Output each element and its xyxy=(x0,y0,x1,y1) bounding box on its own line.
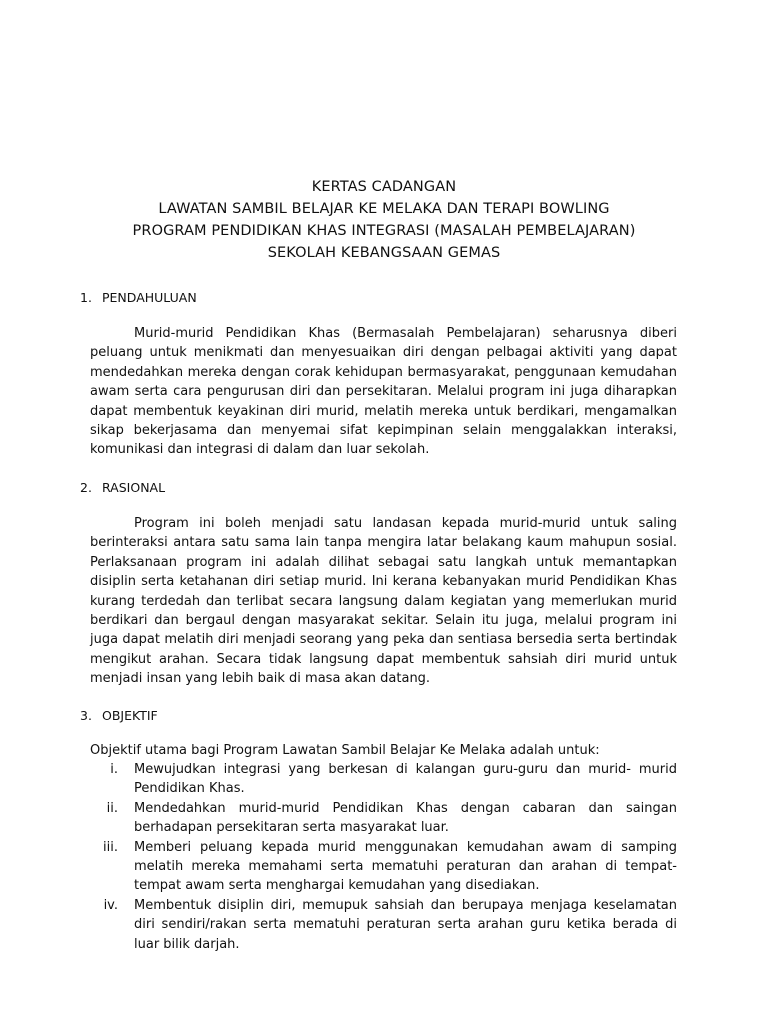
section-heading-objektif xyxy=(80,706,158,725)
section-number: 2. xyxy=(80,480,92,495)
section-body-rasional xyxy=(90,514,677,689)
title-line-3: PROGRAM PENDIDIKAN KHAS INTEGRASI (MASALAH PEMBELAJARAN) xyxy=(132,223,636,239)
section-heading-label: OBJEKTIF xyxy=(102,708,158,723)
section-heading-pendahuluan xyxy=(80,288,197,307)
list-item-text: Membentuk disiplin diri, memupuk sahsiah dan berupaya menjaga keselamatan diri sendiri/rakan serta mematuhi peraturan serta arahan guru ketika berada di luar bilik darjah. xyxy=(134,897,677,952)
section-number: 3. xyxy=(80,708,92,723)
objektif-list xyxy=(90,760,677,954)
list-item-number: i. xyxy=(110,762,118,777)
list-item-number: iv. xyxy=(103,897,118,913)
paragraph-text: Murid-murid Pendidikan Khas (Bermasalah Pembelajaran) seharusnya diberi peluang untuk menikmati dan menyesuaikan diri dengan pelbagai aktiviti yang dapat mendedahkan mereka dengan corak kehidupan bermasyarakat, penggunaan kemudahan awam serta cara pengurusan diri dan persekitaran. Melalui program ini juga diharapkan dapat membentuk keyakinan diri murid, melatih mereka untuk berdikari, mengamalkan sikap bekerjasama dan menyemai sifat kepimpinan selain menggalakkan interaksi, komunikasi dan integrasi di dalam dan luar sekolah. xyxy=(90,326,677,458)
list-item xyxy=(90,799,677,838)
paragraph-text: Program ini boleh menjadi satu landasan kepada murid-murid untuk saling berinteraksi antara satu sama lain tanpa mengira latar belakang kaum mahupun sosial. Perlaksanaan program ini adalah dilihat sebagai satu langkah untuk memantapkan disiplin serta ketahanan diri setiap murid. Ini kerana kebanyakan murid Pendidikan Khas kurang terdedah dan terlibat secara langsung dalam kegiatan yang memerlukan murid berdikari dan bergaul dengan masyarakat sekitar. Selain itu juga, melalui program ini juga dapat melatih diri menjadi seorang yang peka dan sentiasa bersedia serta bertindak mengikut arahan. Secara tidak langsung dapat membentuk sahsiah diri murid untuk menjadi insan yang lebih baik di masa akan datang. xyxy=(90,516,677,687)
title-line-1: KERTAS CADANGAN xyxy=(311,179,457,195)
title-line-4: SEKOLAH KEBANGSAAN GEMAS xyxy=(267,245,501,261)
section-heading-label: PENDAHULUAN xyxy=(102,290,197,305)
list-item-number: ii. xyxy=(106,800,118,816)
section-heading-rasional xyxy=(80,478,165,497)
title-line-2: LAWATAN SAMBIL BELAJAR KE MELAKA DAN TERAPI BOWLING xyxy=(158,201,610,217)
list-item xyxy=(90,896,677,954)
section-number: 1. xyxy=(80,290,92,305)
objektif-intro: Objektif utama bagi Program Lawatan Sambil Belajar Ke Melaka adalah untuk: xyxy=(90,743,600,758)
list-item-text: Mendedahkan murid-murid Pendidikan Khas dengan cabaran dan saingan berhadapan persekitaran serta masyarakat luar. xyxy=(134,800,677,836)
list-item xyxy=(90,760,677,799)
list-item-text: Mewujudkan integrasi yang berkesan di kalangan guru-guru dan murid- murid Pendidikan Khas. xyxy=(134,762,677,797)
document-title xyxy=(80,176,688,264)
section-body-pendahuluan xyxy=(90,324,677,460)
list-item xyxy=(90,838,677,896)
list-item-number: iii. xyxy=(103,839,118,855)
section-heading-label: RASIONAL xyxy=(102,480,166,495)
list-item-text: Memberi peluang kepada murid menggunakan kemudahan awam di samping melatih mereka memahami serta mematuhi peraturan dan arahan di tempat-tempat awam serta menghargai kemudahan yang disediakan. xyxy=(134,839,677,894)
